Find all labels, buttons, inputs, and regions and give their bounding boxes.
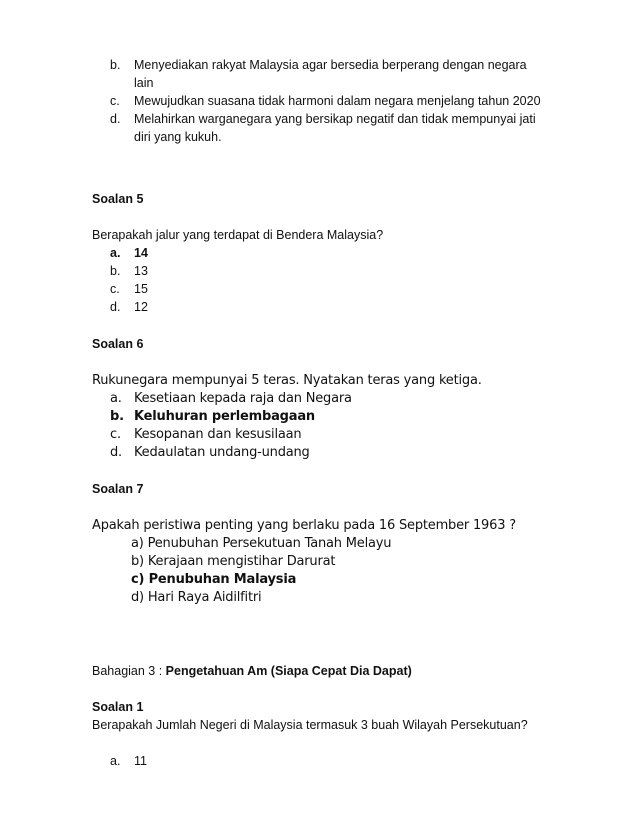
list-item	[110, 282, 148, 296]
option-text-continued: lain	[134, 76, 154, 90]
option-label: b.	[110, 264, 121, 278]
list-item	[110, 409, 315, 424]
section-title: Pengetahuan Am (Siapa Cepat Dia Dapat)	[165, 664, 412, 678]
question-text: Rukunegara mempunyai 5 teras. Nyatakan teras yang ketiga.	[92, 373, 482, 388]
option-text-continued: diri yang kukuh.	[134, 130, 222, 144]
option-text: 13	[134, 264, 148, 278]
list-item	[110, 264, 148, 278]
option-label: a.	[110, 246, 121, 260]
list-item	[110, 94, 541, 108]
option-label: d.	[110, 112, 121, 126]
option-label: d.	[110, 445, 122, 460]
list-item: d) Hari Raya Aidilfitri	[131, 590, 262, 605]
question-title: Soalan 7	[92, 482, 144, 496]
option-text: Mewujudkan suasana tidak harmoni dalam negara menjelang tahun 2020	[134, 94, 541, 108]
option-label: c.	[110, 282, 120, 296]
list-item: c) Penubuhan Malaysia	[131, 572, 297, 587]
option-label: c.	[110, 427, 121, 442]
question-title: Soalan 1	[92, 700, 144, 714]
question-title: Soalan 6	[92, 337, 144, 351]
list-item	[110, 427, 301, 442]
option-text: 12	[134, 300, 148, 314]
list-item	[110, 58, 527, 72]
list-item	[110, 300, 148, 314]
list-item: a) Penubuhan Persekutuan Tanah Melayu	[131, 536, 392, 551]
option-label: d.	[110, 300, 121, 314]
section-prefix: Bahagian 3 :	[92, 664, 166, 678]
question-text: Berapakah jalur yang terdapat di Bendera Malaysia?	[92, 228, 384, 242]
option-label: a.	[110, 754, 121, 768]
option-text: Kedaulatan undang-undang	[134, 445, 310, 460]
option-text: Kesopanan dan kesusilaan	[134, 427, 302, 442]
list-item	[110, 246, 148, 260]
list-item	[110, 112, 536, 126]
option-label: b.	[110, 409, 124, 424]
option-text: 15	[134, 282, 148, 296]
question-text: Apakah peristiwa penting yang berlaku pada 16 September 1963 ?	[92, 518, 516, 533]
option-text: 11	[134, 754, 147, 768]
section-heading	[92, 664, 412, 678]
option-text: Keluhuran perlembagaan	[134, 409, 315, 424]
list-item	[110, 391, 352, 406]
option-text: Kesetiaan kepada raja dan Negara	[134, 391, 352, 406]
question-title: Soalan 5	[92, 192, 144, 206]
option-text: Menyediakan rakyat Malaysia agar bersedia berperang dengan negara	[134, 58, 527, 72]
question-text: Berapakah Jumlah Negeri di Malaysia termasuk 3 buah Wilayah Persekutuan?	[92, 718, 528, 732]
option-label: b.	[110, 58, 121, 72]
list-item	[110, 445, 310, 460]
list-item: b) Kerajaan mengistihar Darurat	[131, 554, 336, 569]
option-label: c.	[110, 94, 120, 108]
option-text: Melahirkan warganegara yang bersikap negatif dan tidak mempunyai jati	[134, 112, 536, 126]
option-label: a.	[110, 391, 122, 406]
list-item	[110, 754, 147, 768]
option-text: 14	[134, 246, 148, 260]
